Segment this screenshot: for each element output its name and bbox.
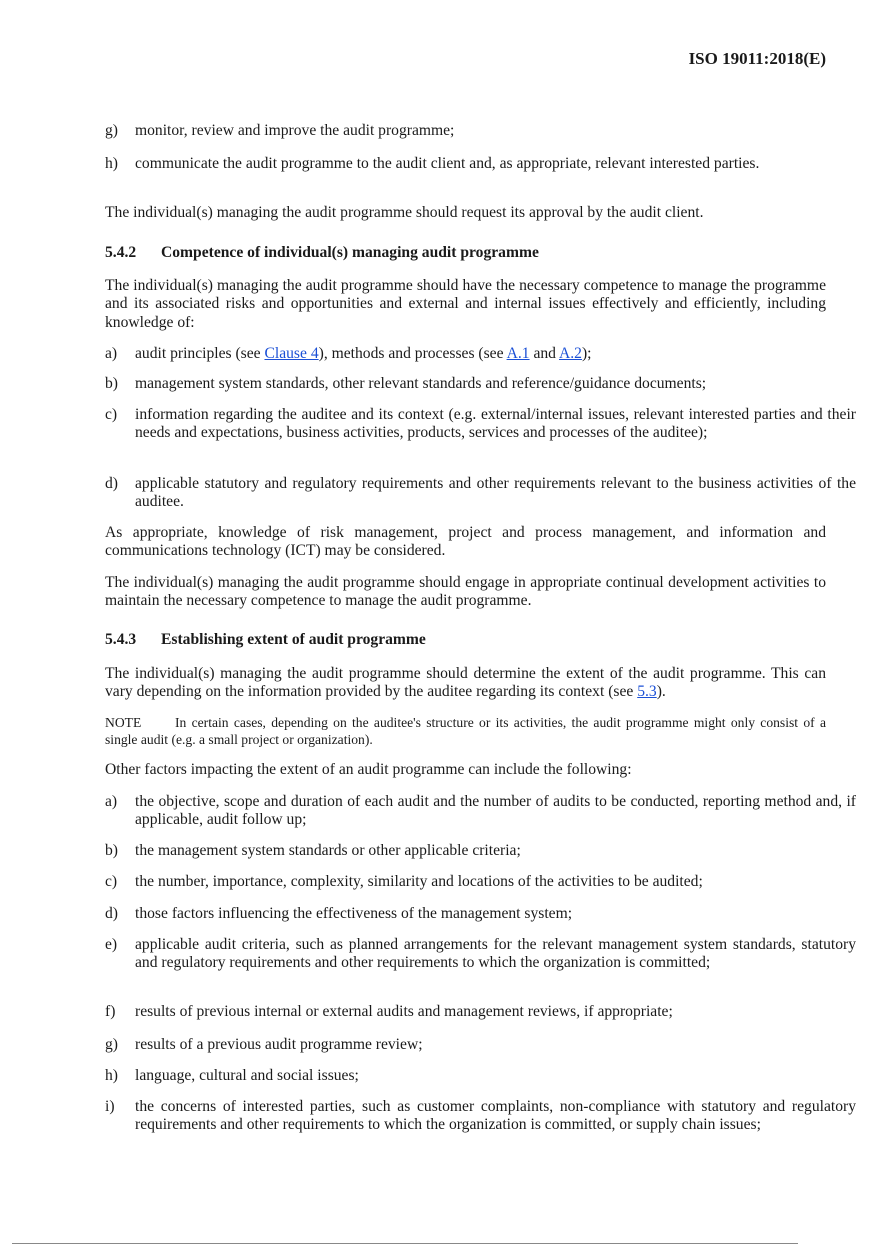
section-heading-5-4-3 bbox=[105, 631, 826, 649]
list-text: communicate the audit programme to the audit client and, as appropriate, relevant interested parties. bbox=[135, 155, 760, 172]
list-item bbox=[105, 122, 856, 140]
list-label: i) bbox=[105, 1098, 115, 1115]
list-label: d) bbox=[105, 475, 118, 492]
list-text: applicable statutory and regulatory requirements and other requirements relevant to the business activities of the auditee. bbox=[135, 475, 856, 511]
section-title: Establishing extent of audit programme bbox=[161, 631, 426, 648]
list-label: a) bbox=[105, 345, 118, 362]
paragraph: Other factors impacting the extent of an audit programme can include the following: bbox=[105, 761, 632, 778]
list-text: and bbox=[529, 345, 559, 362]
list-item bbox=[105, 345, 856, 363]
list-item bbox=[105, 936, 856, 973]
list-label: c) bbox=[105, 406, 118, 423]
list-text: the objective, scope and duration of each audit and the number of audits to be conducted, reporting method and, if applicable, audit follow up; bbox=[135, 793, 856, 829]
list-item bbox=[105, 842, 856, 860]
paragraph: As appropriate, knowledge of risk management, project and process management, and information and communications technology (ICT) may be considered. bbox=[105, 524, 826, 560]
list-item bbox=[105, 873, 856, 891]
list-label: d) bbox=[105, 905, 118, 922]
list-text: ), methods and processes (see bbox=[318, 345, 507, 362]
section-heading-5-4-2 bbox=[105, 244, 826, 262]
list-label: f) bbox=[105, 1003, 116, 1020]
list-item bbox=[105, 1098, 856, 1135]
list-item bbox=[105, 905, 856, 923]
list-label: c) bbox=[105, 873, 118, 890]
paragraph: The individual(s) managing the audit programme should engage in appropriate continual development activities to maintain the necessary competence to manage the audit programme. bbox=[105, 574, 826, 610]
list-text: results of previous internal or external audits and management reviews, if appropriate; bbox=[135, 1003, 673, 1020]
list-text: those factors influencing the effectiveness of the management system; bbox=[135, 905, 573, 922]
list-item bbox=[105, 1036, 856, 1054]
list-item bbox=[105, 1067, 856, 1085]
list-label: h) bbox=[105, 1067, 118, 1084]
list-label: b) bbox=[105, 375, 118, 392]
a1-link[interactable]: A.1 bbox=[506, 345, 530, 362]
section-number: 5.4.3 bbox=[105, 631, 137, 648]
list-item bbox=[105, 475, 856, 512]
list-text: results of a previous audit programme review; bbox=[135, 1036, 423, 1053]
list-label: g) bbox=[105, 1036, 118, 1053]
list-text: language, cultural and social issues; bbox=[135, 1067, 359, 1084]
document-id-header: ISO 19011:2018(E) bbox=[688, 49, 826, 68]
list-item bbox=[105, 1003, 856, 1021]
note-label: NOTE bbox=[105, 715, 142, 730]
paragraph-text: ). bbox=[656, 683, 666, 701]
paragraph-text: The individual(s) managing the audit programme should determine the extent of the audit programme. This can vary depending on the information provided by the auditee regarding its context (see bbox=[105, 665, 826, 701]
a2-link[interactable]: A.2 bbox=[559, 345, 582, 362]
paragraph: The individual(s) managing the audit programme should request its approval by the audit client. bbox=[105, 204, 704, 221]
note bbox=[105, 714, 826, 748]
list-item bbox=[105, 406, 856, 443]
list-text: information regarding the auditee and its context (e.g. external/internal issues, relevant interested parties and their needs and expectations, business activities, products, services and processes of the auditee); bbox=[135, 406, 856, 442]
list-text: ); bbox=[581, 345, 592, 362]
list-item bbox=[105, 793, 856, 830]
list-label: e) bbox=[105, 936, 118, 953]
list-label: g) bbox=[105, 122, 118, 139]
list-text: audit principles (see bbox=[135, 345, 265, 362]
list-text: applicable audit criteria, such as planned arrangements for the relevant management system standards, statutory and regulatory requirements and other requirements to which the organization is committed; bbox=[135, 936, 856, 972]
list-text: the management system standards or other applicable criteria; bbox=[135, 842, 521, 859]
footer-rule bbox=[12, 1243, 798, 1244]
paragraph bbox=[105, 665, 826, 702]
section-title: Competence of individual(s) managing audit programme bbox=[161, 244, 539, 261]
list-item bbox=[105, 155, 856, 173]
list-label: b) bbox=[105, 842, 118, 859]
clause-5-3-link[interactable]: 5.3 bbox=[637, 683, 657, 701]
list-text: monitor, review and improve the audit programme; bbox=[135, 122, 455, 139]
list-item bbox=[105, 375, 856, 393]
section-number: 5.4.2 bbox=[105, 244, 137, 261]
list-label: h) bbox=[105, 155, 118, 172]
list-text: the number, importance, complexity, similarity and locations of the activities to be audited; bbox=[135, 873, 703, 890]
clause-4-link[interactable]: Clause 4 bbox=[264, 345, 319, 362]
list-text: management system standards, other relevant standards and reference/guidance documents; bbox=[135, 375, 707, 392]
note-text: In certain cases, depending on the auditee's structure or its activities, the audit programme might only consist of a single audit (e.g. a small project or organization). bbox=[105, 715, 826, 747]
list-label: a) bbox=[105, 793, 118, 810]
paragraph: The individual(s) managing the audit programme should have the necessary competence to manage the programme and its associated risks and opportunities and external and internal issues effectively and efficiently, including knowledge of: bbox=[105, 277, 826, 331]
list-text: the concerns of interested parties, such as customer complaints, non-compliance with statutory and regulatory requirements and other requirements to which the organization is committed, or supply chain issues; bbox=[135, 1098, 856, 1134]
